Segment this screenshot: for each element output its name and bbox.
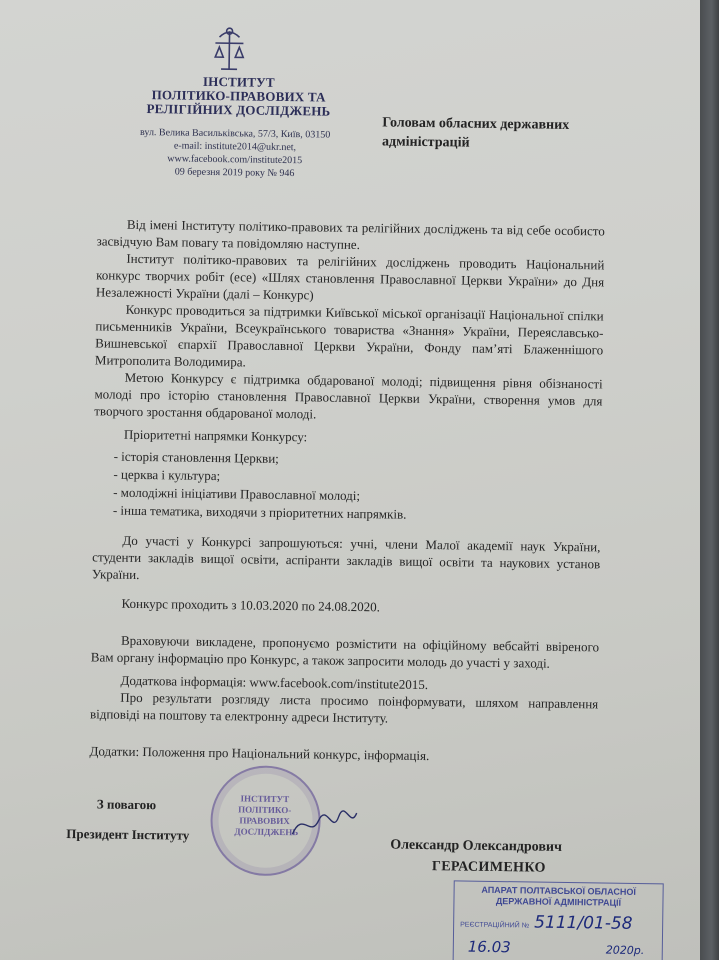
institute-contacts: вул. Велика Васильківська, 57/3, Київ, 03150 e-mail: institute2014@ukr.net, www.facebook.com/institute2015 09 березня 2019 року № 946 <box>139 126 331 180</box>
institute-emblem-icon <box>179 23 280 79</box>
closing-phrase: З повагою <box>96 796 157 813</box>
registration-stamp-org: АПАРАТ ПОЛТАВСЬКОЇ ОБЛАСНОЇ ДЕРЖАВНОЇ АДМІНІСТРАЦІЇ <box>481 884 636 908</box>
priority-item: - молодіжні ініціативи Православної молоді; <box>113 484 361 504</box>
paragraph-request: Враховуючи викладене, пропонуємо розмістити на офіційному вебсайті ввіреного Вам органу інформацію про Конкурс, а також запросити молодь до участі у заході. <box>90 632 600 671</box>
paragraph-contest-announcement: Інститут політико-правових та релігійних досліджень проводить Національний конкурс творчих робіт (есе) «Шлях становлення Православної Церкви України» до Дня Незалежності України (далі – Конкурс) <box>95 250 605 303</box>
registration-number: 5111/01-58 <box>534 912 633 934</box>
registration-stamp <box>453 880 664 960</box>
paragraph-dates: Конкурс проходить з 10.03.2020 по 24.08.2020. <box>121 595 381 615</box>
paragraph-support: Конкурс проводиться за підтримки Київської міської організації Національної спілки письменників України, Всеукраїнського товариства «Знання» України, Переяславсько-Вишневської єпархії Православної Церкви України, Фонду пам’яті Блаженнішого Митрополита Володимира. <box>94 301 604 370</box>
signer-position: Президент Інституту <box>66 826 190 843</box>
institute-name: ІНСТИТУТ ПОЛІТИКО-ПРАВОВИХ ТА РЕЛІГІЙНИХ ДОСЛІДЖЕНЬ <box>146 73 331 119</box>
priorities-list <box>113 448 602 527</box>
paragraph-participants: До участі у Конкурсі запрошуються: учні, члени Малої академії наук України, студенти закладів вищої освіти, аспіранти закладів вищої освіти та наукових установ України. <box>91 532 601 583</box>
letter-body <box>89 215 605 766</box>
attachments-line: Додатки: Положення про Національний конкурс, інформація. <box>89 743 430 764</box>
registration-year: 2020р. <box>605 943 645 958</box>
paragraph-greeting: Від імені Інституту політико-правових та релігійних досліджень та від себе особисто засвідчую Вам повагу та повідомляю наступне. <box>96 216 605 253</box>
registration-date: 16.03 <box>467 937 511 957</box>
table-edge <box>700 0 719 960</box>
seal-text: ІНСТИТУТ ПОЛІТИКО-ПРАВОВИХ ДОСЛІДЖЕНЬ <box>234 793 299 838</box>
handwritten-signature <box>288 804 359 845</box>
paragraph-extra-info: Додаткова інформація: www.facebook.com/institute2015. <box>120 672 429 693</box>
recipient-block: Головам обласних державних адміністрацій <box>381 115 570 151</box>
priority-item: - церква і культура; <box>113 466 221 484</box>
priorities-title: Пріоритетні напрямки Конкурсу: <box>123 426 308 445</box>
registration-stamp-label: РЕЄСТРАЦІЙНИЙ № <box>460 921 530 930</box>
signer-surname: ГЕРАСИМЕНКО <box>431 859 546 876</box>
priority-item: - історія становлення Церкви; <box>113 448 279 466</box>
signer-name: Олександр Олександрович <box>390 837 562 855</box>
paragraph-feedback: Про результати розгляду листа просимо поінформувати, шляхом направлення відповіді на поштову та електронну адреси Інституту. <box>89 689 599 726</box>
paragraph-goal: Метою Конкурсу є підтримка обдарованої молоді; підвищення рівня обізнаності молоді про історію становлення Православної Церкви України, створення умов для творчого зростання обдарованої молоді. <box>94 369 603 422</box>
priority-item: - інша тематика, виходячи з пріоритетних напрямків. <box>112 502 407 522</box>
